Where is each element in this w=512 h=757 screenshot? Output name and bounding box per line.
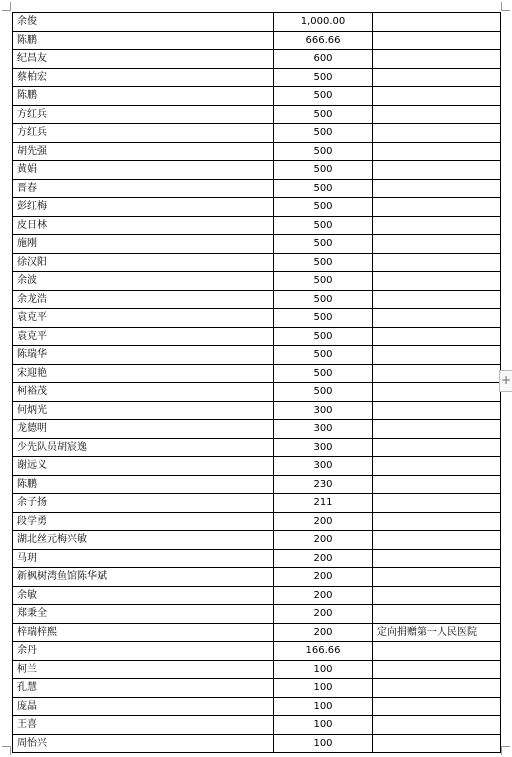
table-row <box>13 494 501 513</box>
table-row <box>13 568 501 587</box>
amount-cell[interactable]: 500 <box>274 309 373 328</box>
table-row <box>13 734 501 753</box>
note-cell[interactable] <box>373 642 501 661</box>
amount-cell[interactable]: 230 <box>274 475 373 494</box>
note-cell[interactable] <box>373 87 501 106</box>
amount-cell[interactable]: 200 <box>274 568 373 587</box>
note-cell[interactable] <box>373 457 501 476</box>
note-cell[interactable] <box>373 290 501 309</box>
note-cell[interactable] <box>373 179 501 198</box>
donor-name-cell[interactable]: 王喜 <box>13 716 274 735</box>
donor-name-cell[interactable]: 庞晶 <box>13 697 274 716</box>
table-row <box>13 31 501 50</box>
amount-cell[interactable]: 200 <box>274 586 373 605</box>
amount-cell[interactable]: 166.66 <box>274 642 373 661</box>
note-cell[interactable] <box>373 438 501 457</box>
donor-name-cell[interactable]: 余龙浩 <box>13 290 274 309</box>
amount-cell[interactable]: 200 <box>274 623 373 642</box>
amount-cell[interactable]: 300 <box>274 420 373 439</box>
donor-name-cell[interactable]: 少先队员胡宸逸 <box>13 438 274 457</box>
table-row <box>13 531 501 550</box>
amount-cell[interactable]: 500 <box>274 346 373 365</box>
table-row <box>13 142 501 161</box>
donor-name-cell[interactable]: 马玥 <box>13 549 274 568</box>
donor-name-cell[interactable]: 余敏 <box>13 586 274 605</box>
plus-icon: + <box>500 373 512 387</box>
table-row <box>13 549 501 568</box>
donor-name-cell[interactable]: 湖北丝元梅兴敏 <box>13 531 274 550</box>
note-cell[interactable] <box>373 124 501 143</box>
amount-cell[interactable]: 500 <box>274 364 373 383</box>
table-row <box>13 87 501 106</box>
table-row <box>13 179 501 198</box>
note-cell[interactable] <box>373 512 501 531</box>
table-row <box>13 68 501 87</box>
amount-cell[interactable]: 500 <box>274 87 373 106</box>
amount-cell[interactable]: 100 <box>274 697 373 716</box>
amount-cell[interactable]: 300 <box>274 438 373 457</box>
donation-table <box>12 12 501 753</box>
table-row <box>13 309 501 328</box>
donor-name-cell[interactable]: 郑秉全 <box>13 605 274 624</box>
donor-name-cell[interactable]: 何炳光 <box>13 401 274 420</box>
note-cell[interactable] <box>373 679 501 698</box>
note-cell[interactable] <box>373 531 501 550</box>
note-cell[interactable] <box>373 364 501 383</box>
donor-name-cell[interactable]: 孔慧 <box>13 679 274 698</box>
donor-name-cell[interactable]: 新枫树湾鱼馆陈华斌 <box>13 568 274 587</box>
note-cell[interactable] <box>373 660 501 679</box>
donor-name-cell[interactable]: 余俊 <box>13 13 274 32</box>
donor-name-cell[interactable]: 余子扬 <box>13 494 274 513</box>
table-row <box>13 420 501 439</box>
amount-cell[interactable]: 100 <box>274 679 373 698</box>
table-row <box>13 697 501 716</box>
table-row <box>13 364 501 383</box>
donor-name-cell[interactable]: 余丹 <box>13 642 274 661</box>
table-row <box>13 716 501 735</box>
amount-cell[interactable]: 1,000.00 <box>274 13 373 32</box>
table-row <box>13 272 501 291</box>
amount-cell[interactable]: 500 <box>274 179 373 198</box>
donor-name-cell[interactable]: 余波 <box>13 272 274 291</box>
page-corner-mark <box>2 746 11 755</box>
donation-table-body <box>13 13 501 753</box>
table-row <box>13 346 501 365</box>
amount-cell[interactable]: 600 <box>274 50 373 69</box>
table-row <box>13 438 501 457</box>
donor-name-cell[interactable]: 彭红梅 <box>13 198 274 217</box>
note-cell[interactable] <box>373 272 501 291</box>
donor-name-cell[interactable]: 皮日林 <box>13 216 274 235</box>
table-row <box>13 679 501 698</box>
donor-name-cell[interactable]: 段学勇 <box>13 512 274 531</box>
table-row <box>13 235 501 254</box>
note-cell[interactable] <box>373 420 501 439</box>
amount-cell[interactable]: 100 <box>274 734 373 753</box>
note-cell[interactable] <box>373 401 501 420</box>
page-corner-mark <box>501 2 510 11</box>
table-row <box>13 216 501 235</box>
table-row <box>13 50 501 69</box>
donor-name-cell[interactable]: 柯兰 <box>13 660 274 679</box>
table-row <box>13 105 501 124</box>
table-row <box>13 401 501 420</box>
note-cell[interactable] <box>373 161 501 180</box>
donor-name-cell[interactable]: 周怡兴 <box>13 734 274 753</box>
donor-name-cell[interactable]: 纪昌友 <box>13 50 274 69</box>
table-row <box>13 124 501 143</box>
note-cell[interactable] <box>373 253 501 272</box>
note-cell[interactable] <box>373 383 501 402</box>
note-cell[interactable] <box>373 568 501 587</box>
note-cell[interactable] <box>373 605 501 624</box>
amount-cell[interactable]: 500 <box>274 124 373 143</box>
amount-cell[interactable]: 500 <box>274 68 373 87</box>
table-row <box>13 198 501 217</box>
amount-cell[interactable]: 200 <box>274 531 373 550</box>
donor-name-cell[interactable]: 柯裕茂 <box>13 383 274 402</box>
note-cell[interactable] <box>373 13 501 32</box>
table-row <box>13 13 501 32</box>
amount-cell[interactable]: 666.66 <box>274 31 373 50</box>
amount-cell[interactable]: 500 <box>274 216 373 235</box>
note-cell[interactable] <box>373 50 501 69</box>
table-row <box>13 457 501 476</box>
table-row <box>13 161 501 180</box>
amount-cell[interactable]: 100 <box>274 660 373 679</box>
note-cell[interactable] <box>373 586 501 605</box>
donor-name-cell[interactable]: 陈鹏 <box>13 475 274 494</box>
note-cell[interactable] <box>373 235 501 254</box>
page-corner-mark <box>2 2 11 11</box>
note-cell[interactable] <box>373 31 501 50</box>
donor-name-cell[interactable]: 袁克平 <box>13 309 274 328</box>
table-row <box>13 383 501 402</box>
donor-name-cell[interactable]: 龙德明 <box>13 420 274 439</box>
note-cell[interactable] <box>373 697 501 716</box>
table-row <box>13 623 501 642</box>
note-cell[interactable] <box>373 142 501 161</box>
donor-name-cell[interactable]: 袁克平 <box>13 327 274 346</box>
amount-cell[interactable]: 200 <box>274 512 373 531</box>
donor-name-cell[interactable]: 方红兵 <box>13 124 274 143</box>
note-cell[interactable] <box>373 309 501 328</box>
amount-cell[interactable]: 500 <box>274 161 373 180</box>
page-corner-mark <box>501 746 510 755</box>
amount-cell[interactable]: 500 <box>274 290 373 309</box>
amount-cell[interactable]: 100 <box>274 716 373 735</box>
donor-name-cell[interactable]: 陈鹏 <box>13 87 274 106</box>
note-cell[interactable] <box>373 549 501 568</box>
table-row <box>13 512 501 531</box>
amount-cell[interactable]: 211 <box>274 494 373 513</box>
amount-cell[interactable]: 200 <box>274 605 373 624</box>
note-cell[interactable] <box>373 494 501 513</box>
table-row <box>13 475 501 494</box>
donor-name-cell[interactable]: 黄娟 <box>13 161 274 180</box>
amount-cell[interactable]: 500 <box>274 235 373 254</box>
amount-cell[interactable]: 500 <box>274 142 373 161</box>
amount-cell[interactable]: 500 <box>274 198 373 217</box>
donor-name-cell[interactable]: 胡先强 <box>13 142 274 161</box>
amount-cell[interactable]: 500 <box>274 272 373 291</box>
amount-cell[interactable]: 200 <box>274 549 373 568</box>
donor-name-cell[interactable]: 蔡柏宏 <box>13 68 274 87</box>
note-cell[interactable] <box>373 346 501 365</box>
note-cell[interactable] <box>373 68 501 87</box>
donor-name-cell[interactable]: 陈瑞华 <box>13 346 274 365</box>
note-cell[interactable] <box>373 105 501 124</box>
note-cell[interactable] <box>373 716 501 735</box>
table-row <box>13 586 501 605</box>
amount-cell[interactable]: 500 <box>274 105 373 124</box>
donor-name-cell[interactable]: 方红兵 <box>13 105 274 124</box>
donor-name-cell[interactable]: 晋春 <box>13 179 274 198</box>
note-cell[interactable]: 定向捐赠第一人民医院 <box>373 623 501 642</box>
donor-name-cell[interactable]: 梓瑞梓熙 <box>13 623 274 642</box>
table-row <box>13 642 501 661</box>
amount-cell[interactable]: 500 <box>274 327 373 346</box>
amount-cell[interactable]: 300 <box>274 401 373 420</box>
table-row <box>13 253 501 272</box>
amount-cell[interactable]: 500 <box>274 383 373 402</box>
donor-name-cell[interactable]: 施刚 <box>13 235 274 254</box>
note-cell[interactable] <box>373 198 501 217</box>
amount-cell[interactable]: 300 <box>274 457 373 476</box>
donor-name-cell[interactable]: 陈鹏 <box>13 31 274 50</box>
table-row <box>13 605 501 624</box>
add-column-button[interactable] <box>499 370 512 392</box>
note-cell[interactable] <box>373 734 501 753</box>
note-cell[interactable] <box>373 216 501 235</box>
donor-name-cell[interactable]: 徐汉阳 <box>13 253 274 272</box>
amount-cell[interactable]: 500 <box>274 253 373 272</box>
donor-name-cell[interactable]: 宋迎艳 <box>13 364 274 383</box>
note-cell[interactable] <box>373 475 501 494</box>
table-row <box>13 660 501 679</box>
table-row <box>13 290 501 309</box>
donor-name-cell[interactable]: 谢远义 <box>13 457 274 476</box>
note-cell[interactable] <box>373 327 501 346</box>
table-row <box>13 327 501 346</box>
